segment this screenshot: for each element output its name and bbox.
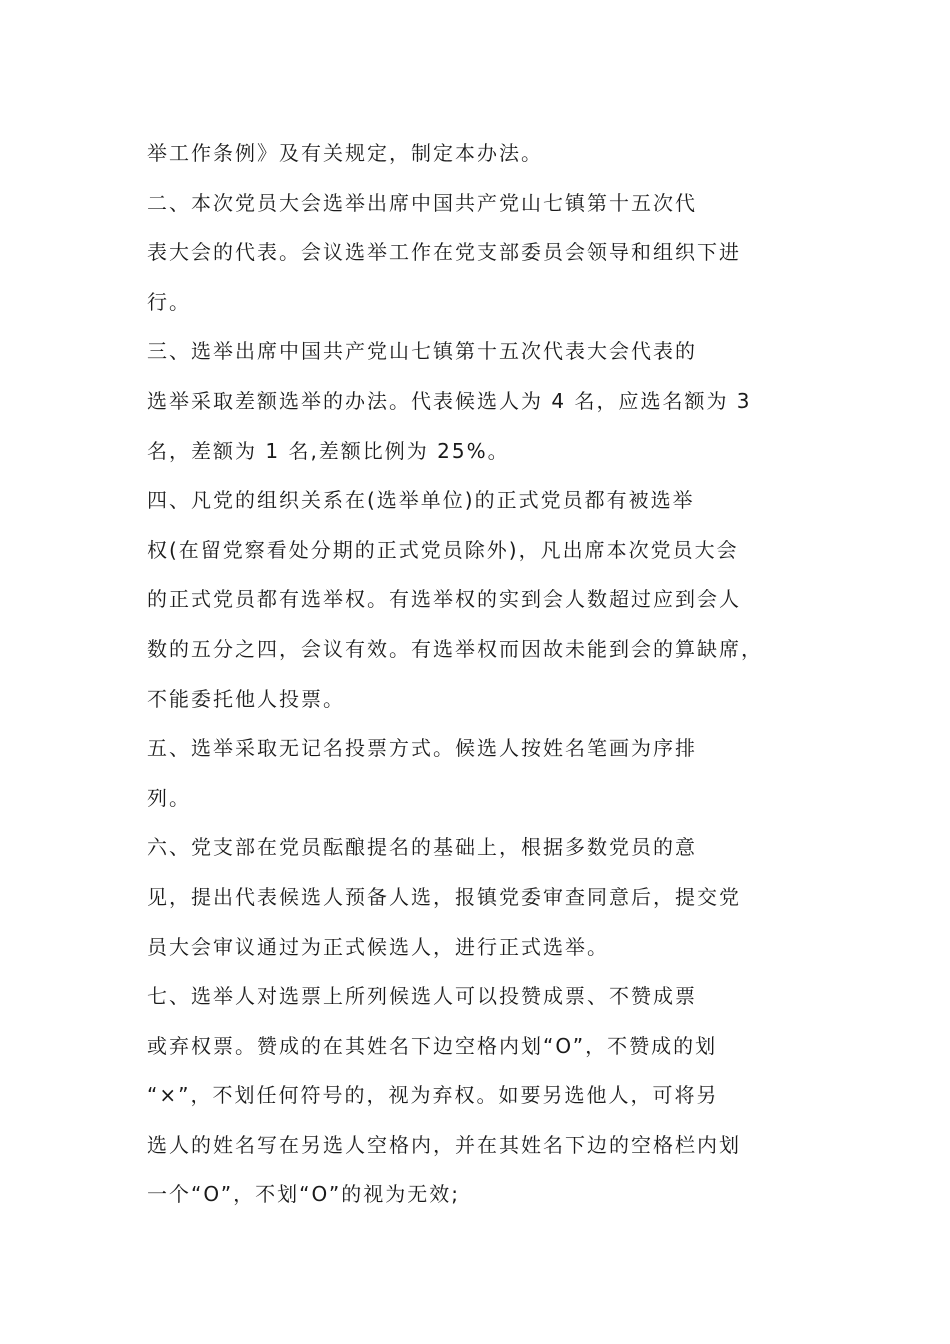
text-line: 选举采取差额选举的办法。代表候选人为 4 名，应选名额为 3 — [147, 388, 752, 413]
text-line: 行。 — [147, 289, 191, 314]
text-line: 三、选举出席中国共产党山七镇第十五次代表大会代表的 — [147, 339, 697, 364]
text-line: 员大会审议通过为正式候选人，进行正式选举。 — [147, 934, 609, 959]
text-line: 数的五分之四，会议有效。有选举权而因故未能到会的算缺席， — [147, 636, 763, 661]
text-line: 权(在留党察看处分期的正式党员除外)，凡出席本次党员大会 — [147, 537, 739, 562]
text-line: 举工作条例》及有关规定，制定本办法。 — [147, 141, 543, 165]
text-line: 列。 — [147, 785, 191, 810]
text-line: 不能委托他人投票。 — [147, 686, 345, 711]
text-line: 六、党支部在党员酝酿提名的基础上，根据多数党员的意 — [147, 835, 697, 860]
text-line: “×”，不划任何符号的，视为弃权。如要另选他人，可将另 — [147, 1083, 719, 1108]
text-line: 四、凡党的组织关系在(选举单位)的正式党员都有被选举 — [147, 488, 695, 513]
text-line: 名，差额为 1 名,差额比例为 25%。 — [147, 438, 510, 463]
text-line: 的正式党员都有选举权。有选举权的实到会人数超过应到会人 — [147, 587, 741, 612]
document-body — [147, 131, 787, 1222]
text-line: 七、选举人对选票上所列候选人可以投赞成票、不赞成票 — [147, 984, 697, 1009]
text-line: 一个“O”，不划“O”的视为无效; — [147, 1182, 460, 1207]
text-line: 见，提出代表候选人预备人选，报镇党委审查同意后，提交党 — [147, 884, 741, 909]
text-line: 或弃权票。赞成的在其姓名下边空格内划“O”，不赞成的划 — [147, 1033, 718, 1058]
text-line: 选人的姓名写在另选人空格内，并在其姓名下边的空格栏内划 — [147, 1132, 741, 1157]
text-line: 二、本次党员大会选举出席中国共产党山七镇第十五次代 — [147, 190, 697, 215]
text-line: 五、选举采取无记名投票方式。候选人按姓名笔画为序排 — [147, 736, 697, 761]
text-line: 表大会的代表。会议选举工作在党支部委员会领导和组织下进 — [147, 240, 741, 265]
